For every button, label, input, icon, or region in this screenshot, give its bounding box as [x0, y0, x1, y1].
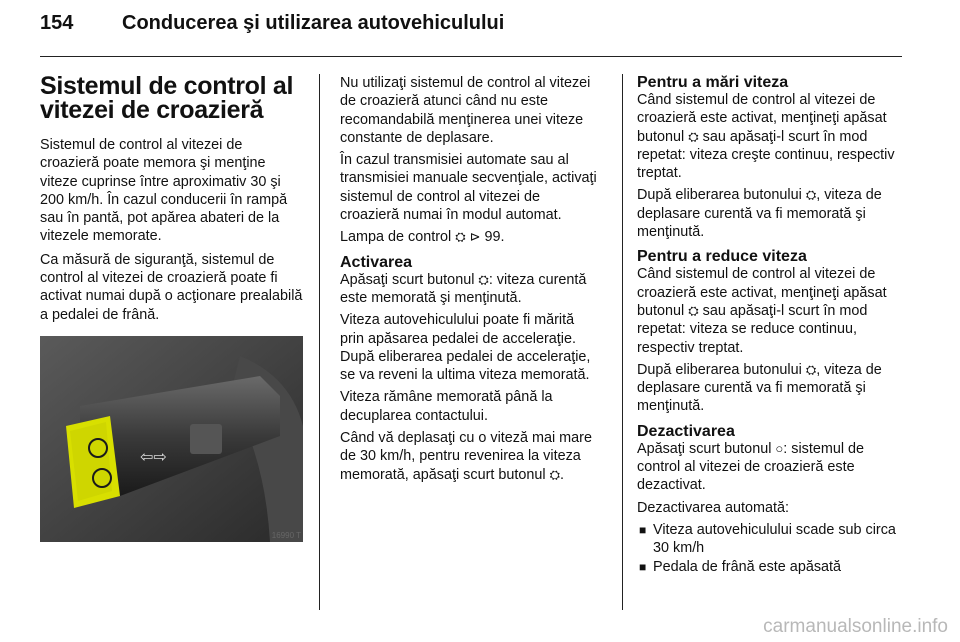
figure-code: 16990 T [271, 531, 301, 540]
cruise-control-lever-figure [40, 336, 303, 542]
list-item: ■ Pedala de frână este apăsată [637, 558, 907, 576]
section-heading: Activarea [340, 253, 413, 271]
speed-minus-icon: ⛭ [549, 466, 560, 482]
paragraph: Când sistemul de control al vitezei de croazieră este activat, menţineţi apăsat butonul ⛭ sau apăsaţi-l scurt în mod repetat: viteza se reduce continuu, respectiv treptat. [637, 266, 887, 356]
column-divider [622, 74, 623, 610]
paragraph: Viteza autovehiculului poate fi mărită prin apăsarea pedalei de acceleraţie. După eliberarea pedalei de acceleraţie, se va reveni la ultima viteza memorată. [340, 312, 591, 384]
speed-plus-icon: ⛭ [478, 271, 489, 287]
paragraph: Când sistemul de control al vitezei de croazieră este activat, menţineţi apăsat butonul ⛭ sau apăsaţi-l scurt în mod repetat: viteza creşte continuu, respectiv treptat. [637, 92, 895, 182]
paragraph: Apăsaţi scurt butonul ○: sistemul de control al vitezei de croazieră este dezactivat. [637, 440, 865, 494]
section-heading: Dezactivarea [637, 422, 735, 440]
page-header [40, 10, 920, 40]
bullet-list [637, 521, 907, 576]
lever-illustration [40, 336, 303, 542]
section-heading: Pentru a reduce viteza [637, 248, 807, 266]
paragraph: Lampa de control ⛭ ⊳ 99. [340, 229, 505, 246]
speed-minus-icon: ⛭ [688, 302, 699, 318]
cruise-control-icon: ⛭ [455, 229, 466, 245]
speed-minus-icon: ⛭ [805, 361, 817, 377]
column-3 [637, 74, 907, 576]
list-item: ■ Viteza autovehiculului scade sub circa 30 km/h [637, 521, 907, 558]
paragraph: Apăsaţi scurt butonul ⛭: viteza curentă este memorată şi menţinută. [340, 271, 587, 306]
header-rule [40, 56, 902, 57]
paragraph: După eliberarea butonului ⛭, viteza de deplasare curentă va fi memorată şi menţinută. [637, 187, 882, 241]
paragraph: Nu utilizaţi sistemul de control al vitezei de croazieră atunci când nu este recomandabilă menţinerea unei viteze constante de deplasare. [340, 75, 591, 146]
column-1 [40, 74, 304, 329]
section-heading: Pentru a mări viteza [637, 74, 789, 91]
paragraph: După eliberarea butonului ⛭, viteza de deplasare curentă va fi memorată şi menţinută. [637, 361, 882, 415]
arrow-icon: ⇦⇨ [140, 447, 167, 466]
paragraph: Viteza rămâne memorată până la decuplarea contactului. [340, 389, 553, 424]
page-reference-icon: ⊳ [469, 229, 481, 245]
column-2 [340, 74, 602, 488]
speed-plus-icon: ⛭ [688, 128, 699, 144]
page-number: 154 [40, 12, 74, 34]
section-title: Sistemul de control al vitezei de croazieră [40, 72, 294, 124]
paragraph: Ca măsură de siguranţă, sistemul de control al vitezei de croazieră poate fi activat numai după o acţionare prealabilă a pedalei de frână. [40, 251, 303, 323]
paragraph: Dezactivarea automată: [637, 499, 789, 516]
paragraph: Sistemul de control al vitezei de croazieră poate memora şi menţine viteze cuprinse între aproximativ 30 şi 200 km/h. În cazul conducerii în rampă sau în pantă, pot apărea abateri de la vitezele memorate. [40, 137, 288, 245]
watermark: carmanualsonline.info [763, 616, 948, 637]
column-divider [319, 74, 320, 610]
speed-plus-icon: ⛭ [805, 187, 817, 203]
chapter-title: Conducerea şi utilizarea autovehiculului [122, 12, 505, 34]
paragraph: În cazul transmisiei automate sau al transmisiei manuale secvenţiale, activaţi sistemul de control al vitezei de croazieră numai în modul automat. [340, 152, 597, 224]
paragraph: Când vă deplasaţi cu o viteză mai mare de 30 km/h, pentru revenirea la viteza memorată, apăsaţi scurt butonul ⛭. [340, 430, 592, 483]
off-icon: ○ [775, 440, 784, 456]
